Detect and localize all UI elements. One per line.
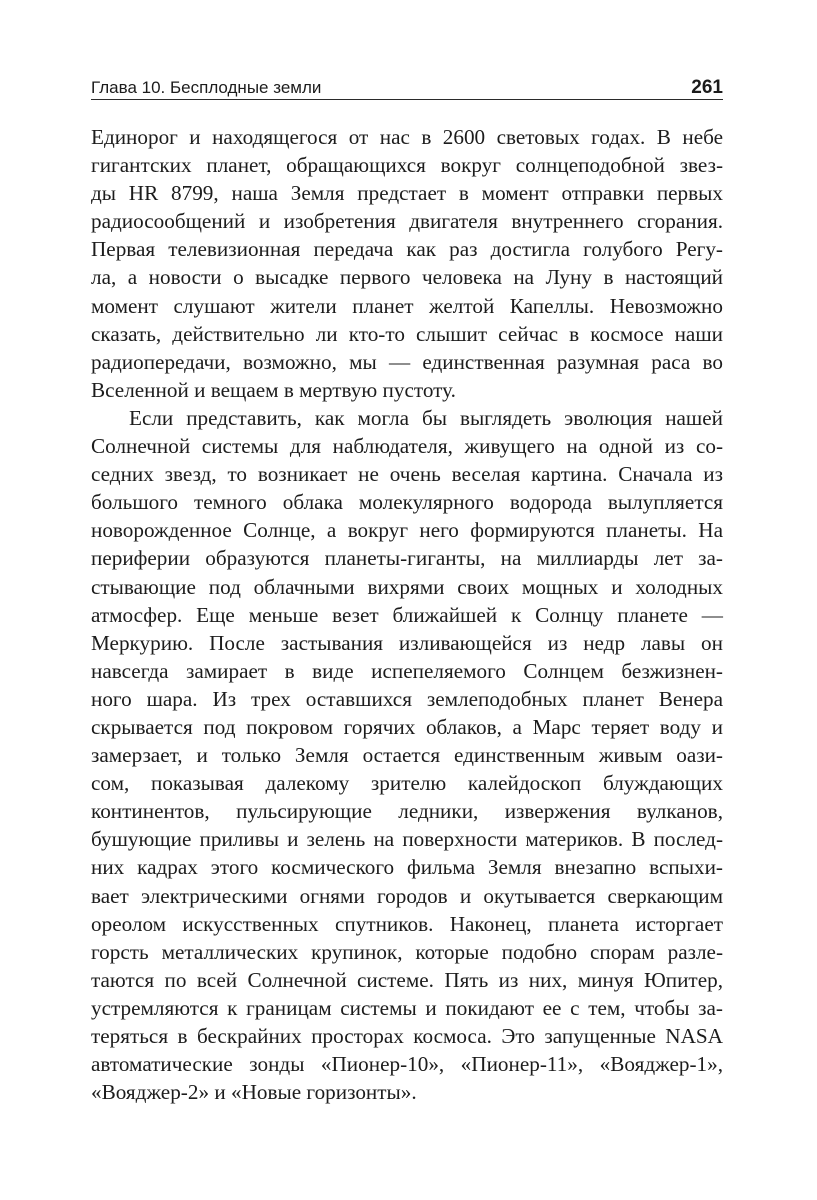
text-line: сказать, действительно ли кто-то слышит сейчас в космосе наши xyxy=(91,321,723,346)
text-line: них кадрах этого космического фильма Земля внезапно вспыхи- xyxy=(91,855,723,880)
text-line: скрывается под покровом горячих облаков, а Марс теряет воду и xyxy=(91,714,723,739)
body-text xyxy=(91,123,723,1106)
text-line: «Вояджер-2» и «Новые горизонты». xyxy=(91,1080,417,1105)
text-line: новорожденное Солнце, а вокруг него формируются планеты. На xyxy=(91,518,723,543)
text-line: Солнечной системы для наблюдателя, живущего на одной из со- xyxy=(91,434,723,459)
text-line: таются по всей Солнечной системе. Пять из них, минуя Юпитер, xyxy=(91,967,723,992)
text-line: автоматические зонды «Пионер-10», «Пионер-11», «Вояджер-1», xyxy=(91,1052,723,1077)
text-line: ды HR 8799, наша Земля предстает в момент отправки первых xyxy=(91,181,723,206)
text-line: континентов, пульсирующие ледники, извержения вулканов, xyxy=(91,799,723,824)
text-line: Вселенной и вещаем в мертвую пустоту. xyxy=(91,377,456,402)
text-line: Если представить, как могла бы выглядеть эволюция нашей xyxy=(129,405,723,430)
text-line: бушующие приливы и зелень на поверхности материков. В послед- xyxy=(91,827,723,852)
chapter-title: Глава 10. Бесплодные земли xyxy=(91,78,322,97)
text-line: гигантских планет, обращающихся вокруг солнцеподобной звез- xyxy=(91,153,723,178)
text-line: ла, а новости о высадке первого человека на Луну в настоящий xyxy=(91,265,723,290)
text-line: седних звезд, то возникает не очень веселая картина. Сначала из xyxy=(91,462,723,487)
text-line: ного шара. Из трех оставшихся землеподобных планет Венера xyxy=(91,686,723,711)
text-line: устремляются к границам системы и покидают ее с тем, чтобы за- xyxy=(91,995,723,1020)
text-line: Первая телевизионная передача как раз достигла голубого Регу- xyxy=(91,237,723,262)
paragraph-1 xyxy=(91,123,723,404)
text-line: стывающие под облачными вихрями своих мощных и холодных xyxy=(91,574,723,599)
text-line: момент слушают жители планет желтой Капеллы. Невозможно xyxy=(91,293,723,318)
text-line: замерзает, и только Земля остается единственным живым оази- xyxy=(91,743,723,768)
text-line: горсть металлических крупинок, которые подобно спорам разле- xyxy=(91,939,723,964)
paragraph-2 xyxy=(91,404,723,1106)
text-line: сом, показывая далекому зрителю калейдоскоп блуждающих xyxy=(91,771,723,796)
text-line: ореолом искусственных спутников. Наконец, планета исторгает xyxy=(91,911,723,936)
text-line: теряться в бескрайних просторах космоса. Это запущенные NASA xyxy=(91,1024,723,1048)
running-head xyxy=(91,70,723,98)
text-line: вает электрическими огнями городов и окутывается сверкающим xyxy=(91,883,723,908)
text-line: радиосообщений и изобретения двигателя внутреннего сгорания. xyxy=(91,209,723,234)
text-line: атмосфер. Еще меньше везет ближайшей к Солнцу планете — xyxy=(91,602,723,627)
text-line: Единорог и находящегося от нас в 2600 световых годах. В небе xyxy=(91,125,723,149)
text-line: Меркурию. После застывания изливающейся из недр лавы он xyxy=(91,630,723,655)
text-line: большого темного облака молекулярного водорода вылупляется xyxy=(91,490,723,515)
text-line: периферии образуются планеты-гиганты, на миллиарды лет за- xyxy=(91,546,723,571)
page-number: 261 xyxy=(691,77,723,98)
text-line: навсегда замирает в виде испепеляемого Солнцем безжизнен- xyxy=(91,658,723,683)
header-rule xyxy=(91,99,723,100)
text-line: радиопередачи, возможно, мы — единственная разумная раса во xyxy=(91,349,723,374)
